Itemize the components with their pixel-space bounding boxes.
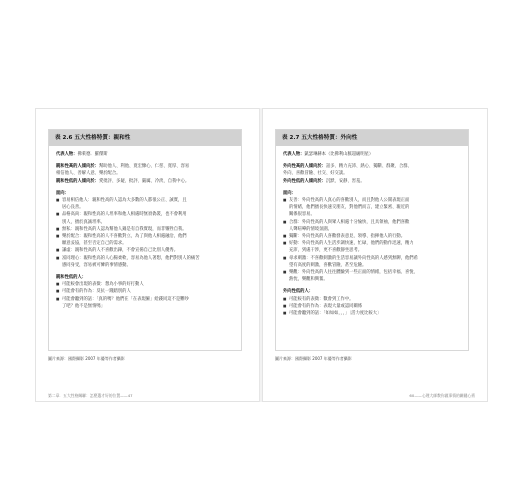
facet-item: ■ 容易相信他人：親和性高的人認為大多數的人都很公正、誠實，且 — [56, 197, 234, 204]
high-trait-label: 親和性高的人傾向於： — [56, 164, 99, 170]
high-trait-row — [283, 163, 461, 170]
representative-value: 佛萊德．羅傑斯 — [77, 152, 108, 157]
facet-item-continuation: 望有高度的刺激，喜歡冒險，甚至危險。 — [289, 262, 367, 268]
facet-item-continuation: 關係很容易。 — [289, 212, 315, 218]
page-footer: 60——心理大師教你做事情的關鍵心術 — [409, 393, 475, 398]
facet-item: ■ 獨斷：外向性高的人喜歡發表意見、領導、指揮他人的行動。 — [283, 233, 461, 240]
facet-item: ■ 尋求刺激：不喜歡刺激的生活容易讓外向性高的人感到無聊，他們希 — [283, 255, 461, 262]
risk-item: ■ 可能較有的表徵：數會到工作中。 — [283, 296, 461, 303]
representative-value: 凱瑟琳赫本（比佛利山脈超級明星） — [304, 152, 374, 157]
facet-item-continuation: 居心良善。 — [62, 205, 84, 211]
risk-item: ■ 可能會聽到的話：「如如如，，，」〔活力度比較大〕 — [283, 310, 461, 317]
table-title: 表 2.7 五大性格特質：外向性 — [276, 130, 468, 146]
table-title: 表 2.6 五大性格特質：親和性 — [49, 130, 241, 146]
high-trait-row — [56, 163, 234, 170]
low-trait-row — [283, 178, 461, 185]
facet-item-continuation: 感同身受，容易被可憐的事情感動。 — [62, 262, 131, 268]
representative-row — [56, 151, 234, 158]
risk-item: ■ 可能較會出現的表徵：想為小事的好打動人 — [56, 281, 234, 288]
low-trait-row — [56, 178, 234, 185]
high-trait-value: 話多、精力充沛、熱心、獨斷、群聚、合群、 — [325, 164, 412, 170]
facet-item-continuation: 充沛，到處干涉，更不喜歡靜坐思考。 — [289, 248, 363, 254]
facet-item-continuation: 的情緒，他們擅長快速交朋友，對他們而言，建立緊密、親近的 — [289, 205, 410, 211]
representative-label: 代表人物： — [56, 152, 78, 157]
right-page — [262, 108, 488, 402]
low-trait-value: 愛批評、多疑、批評、嚴厲、冷淡、自我中心。 — [98, 178, 190, 184]
representative-label: 代表人物： — [283, 152, 305, 157]
high-trait-block — [283, 163, 461, 185]
facets-heading: 面向： — [56, 190, 69, 196]
photo-credit: 圖片來源：國際攝影 2007 年優等作者攝影 — [48, 356, 125, 361]
facet-item: ■ 品格高尚：親和性高的人坦率和他人相處時無須偽裝，也不會利用 — [56, 211, 234, 218]
risk-item: ■ 可能會有的作為：表現大量或認同關係 — [283, 303, 461, 310]
facet-item-continuation: 熱忱，樂觀和興奮。 — [289, 277, 328, 283]
facets-block — [283, 190, 461, 284]
risk-item-continuation: 了吧？他不是無情嗎」 — [62, 303, 105, 309]
facet-item: ■ 樂於配合：親和性高的人不喜歡對立，為了與他人相處融洽，他們 — [56, 233, 234, 240]
risk-heading: 親和性低的人： — [56, 275, 87, 281]
facet-item: ■ 富同理心：親和性高的人心腸柔軟，容易為他人著想，他們對別人的痛苦 — [56, 255, 234, 262]
facet-item: ■ 謙虛：親和性高的人不喜歡出鋒，不會宣揚自己比別人優秀。 — [56, 247, 234, 254]
facet-item: ■ 好動：外向性高的人生活步調快速，忙碌，他們的動作迅速，精力 — [283, 240, 461, 247]
facet-item: ■ 無私：親和性高的人認為幫他人錦是有自我實現，而非犧牲自我。 — [56, 226, 234, 233]
facet-item: ■ 合群：外向性高的人與眾人相處十分愉快，且具領袖，他們喜歡 — [283, 219, 461, 226]
trait-table-extraversion — [275, 129, 469, 351]
facets-block — [56, 190, 234, 269]
high-trait-block — [56, 163, 234, 185]
low-trait-label: 親和性低的人傾向於： — [56, 178, 99, 184]
high-trait-continuation: 相信他人、善解人意、樂於配合。 — [56, 171, 121, 177]
low-trait-value: 沉默、安靜、害羞。 — [325, 178, 365, 184]
risk-item: ■ 可能會有的作為：反抗一踐踏別的人 — [56, 288, 234, 295]
facet-item-continuation: 人聲喧嘩的情境氛圍。 — [289, 226, 332, 232]
trait-table-agreeableness — [48, 129, 242, 351]
risk-item: ■ 可能會聽到的話：「真的嗎？他們在「在表現僱」給錢同這不是難吵 — [56, 296, 234, 303]
table-body — [276, 146, 468, 322]
facet-item-continuation: 願意妥協，甚至否定自己的需求。 — [62, 241, 127, 247]
risk-block — [283, 288, 461, 317]
table-body — [49, 146, 241, 315]
risk-block — [56, 274, 234, 310]
low-trait-label: 外向性低的人傾向於： — [283, 178, 326, 184]
facets-heading: 面向： — [283, 190, 296, 196]
page-footer: 第二章．五大性格關聯：怎麼選才好的位置——47 — [48, 393, 133, 398]
high-trait-continuation: 外向、喜歡冒險、社交、好交談。 — [283, 171, 348, 177]
left-page — [35, 108, 261, 402]
risk-heading: 外向性低的人： — [283, 289, 314, 295]
photo-credit: 圖片來源：國際攝影 2007 年優等作者攝影 — [275, 356, 352, 361]
facet-item: ■ 友善：外向性高的人真心的喜歡別人，而且對他人公開表現正面 — [283, 197, 461, 204]
high-trait-value: 幫助他人、利他、寬宏慷心、仁慈、寬厚、容易 — [98, 164, 190, 170]
high-trait-label: 外向性高的人傾向於： — [283, 164, 326, 170]
representative-row — [283, 151, 461, 158]
facet-item-continuation: 別人，擅於真誠坦率。 — [62, 219, 105, 225]
facet-item: ■ 樂觀：外向性高的人往往體驗到一些正面的情緒，包括幸福、喜悅、 — [283, 269, 461, 276]
